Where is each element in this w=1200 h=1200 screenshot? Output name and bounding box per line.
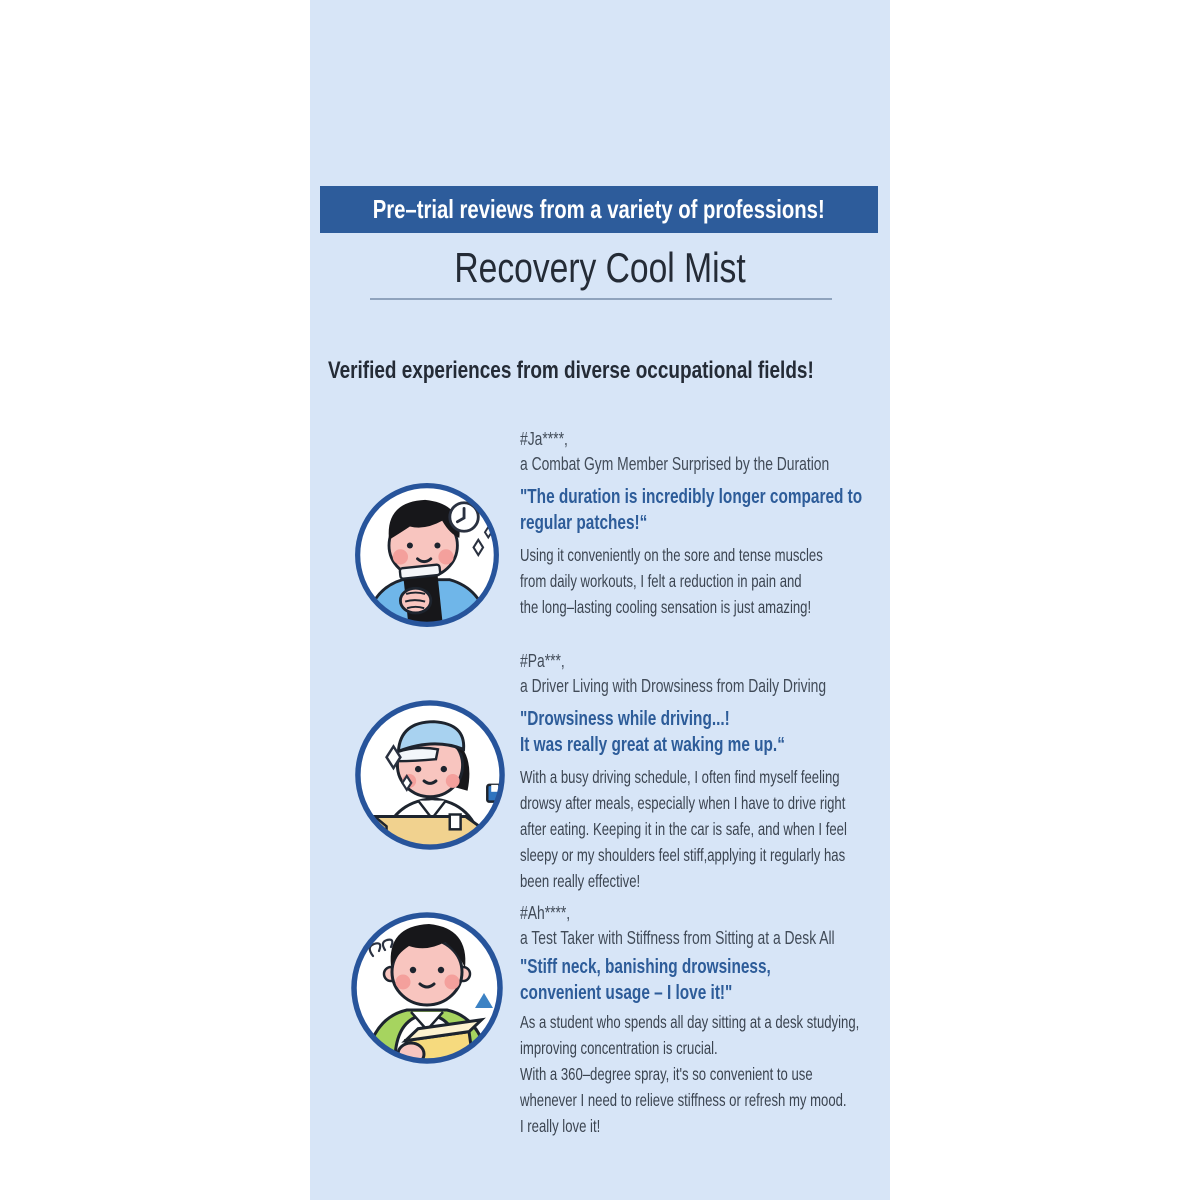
student-avatar-illustration — [347, 908, 507, 1068]
gym-member-avatar-illustration — [351, 479, 503, 631]
review-body: As a student who spends all day sitting at a desk studying, improving concentration is crucial. With a 360–degree spray, it's so convenient to use whenever I need to relieve stiffness or refresh my mood. I really love it! — [520, 1012, 860, 1136]
title-underline — [370, 298, 832, 300]
product-title: Recovery Cool Mist — [454, 244, 746, 291]
review-body: With a busy driving schedule, I often find myself feeling drowsy after meals, especially when I have to drive right after eating. Keeping it in the car is safe, and when I feel sleepy or my shoulders feel stiff,applying it regularly has been really effective! — [520, 767, 847, 891]
reviewer-handle: #Ah****, — [520, 902, 571, 923]
driver-avatar-illustration — [351, 696, 509, 854]
review-quote: "The duration is incredibly longer compared to regular patches!“ — [520, 485, 863, 534]
review-quote: "Stiff neck, banishing drowsiness, convenient usage – I love it!" — [520, 955, 771, 1004]
review-quote: "Drowsiness while driving...! It was really great at waking me up.“ — [520, 707, 785, 756]
reviewer-profession: a Combat Gym Member Surprised by the Duration — [520, 453, 830, 474]
review-body: Using it conveniently on the sore and tense muscles from daily workouts, I felt a reduction in pain and the long–lasting cooling sensation is just amazing! — [520, 545, 823, 617]
reviewer-profession: a Driver Living with Drowsiness from Daily Driving — [520, 675, 827, 696]
headline-banner-label: Pre–trial reviews from a variety of professions! — [373, 194, 825, 224]
reviewer-handle: #Ja****, — [520, 428, 568, 449]
reviewer-handle: #Pa***, — [520, 650, 565, 671]
reviewer-profession: a Test Taker with Stiffness from Sitting at a Desk All — [520, 927, 835, 948]
headline-banner — [320, 186, 878, 233]
section-subtitle: Verified experiences from diverse occupational fields! — [328, 357, 814, 384]
